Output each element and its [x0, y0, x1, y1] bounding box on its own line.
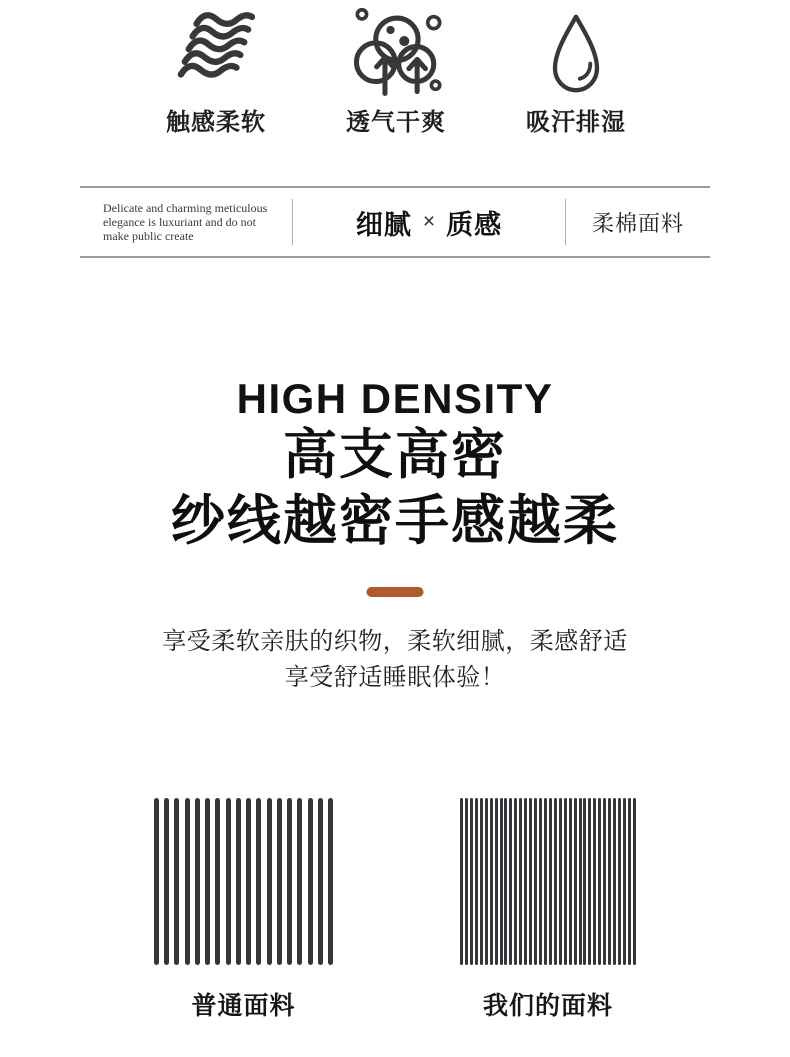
density-stripe — [579, 798, 582, 965]
center-word-right: 质感 — [446, 209, 503, 240]
density-stripe — [215, 798, 220, 965]
density-stripe — [185, 798, 190, 965]
density-stripe — [574, 798, 577, 965]
density-stripe — [598, 798, 601, 965]
density-stripe — [593, 798, 596, 965]
density-stripe — [504, 798, 507, 965]
density-stripe — [475, 798, 478, 965]
description-line2: 享受舒适睡眠体验！ — [284, 664, 506, 691]
breathable-bubbles-icon — [348, 8, 444, 98]
density-stripe — [554, 798, 557, 965]
density-stripe — [608, 798, 611, 965]
density-stripe — [623, 798, 626, 965]
density-stripe — [529, 798, 532, 965]
density-stripe — [205, 798, 210, 965]
density-stripe — [519, 798, 522, 965]
density-stripe — [603, 798, 606, 965]
density-stripe — [174, 798, 179, 965]
water-drop-icon — [547, 8, 605, 98]
feature-moisture-wicking — [498, 8, 654, 137]
density-stripe — [534, 798, 537, 965]
english-note: Delicate and charming meticulous elegance is luxuriant and do not make public create — [103, 201, 268, 243]
density-stripe — [524, 798, 527, 965]
density-stripe — [559, 798, 562, 965]
density-stripe — [485, 798, 488, 965]
density-stripe — [236, 798, 241, 965]
density-stripe — [465, 798, 468, 965]
panel-label-ordinary: 普通面料 — [191, 992, 296, 1020]
density-stripe — [308, 798, 313, 965]
feature-row — [138, 8, 654, 137]
feature-label: 吸汗排湿 — [526, 109, 626, 136]
feature-label: 触感柔软 — [166, 109, 266, 136]
density-stripe — [549, 798, 552, 965]
fabric-waves-icon — [177, 8, 255, 98]
band-right-cell — [566, 188, 710, 256]
density-stripe — [569, 798, 572, 965]
density-stripe — [318, 798, 323, 965]
density-stripe — [267, 798, 272, 965]
fabric-density-panel-ordinary — [154, 798, 333, 965]
density-stripe — [287, 798, 292, 965]
density-stripe — [256, 798, 261, 965]
band-center-cell — [293, 188, 565, 256]
feature-breathable — [318, 8, 474, 137]
density-stripe — [154, 798, 159, 965]
density-stripe — [583, 798, 586, 965]
density-stripe — [297, 798, 302, 965]
density-stripe — [470, 798, 473, 965]
density-stripe — [480, 798, 483, 965]
density-stripe — [514, 798, 517, 965]
density-stripe — [490, 798, 493, 965]
headline-line2: 纱线越密手感越柔 — [171, 491, 619, 551]
headline-english: HIGH DENSITY — [236, 375, 554, 422]
description-block — [0, 624, 790, 696]
density-stripe — [544, 798, 547, 965]
density-stripe — [500, 798, 503, 965]
divider-band — [80, 186, 710, 258]
density-stripe — [564, 798, 567, 965]
density-stripe — [226, 798, 231, 965]
accent-divider — [367, 587, 424, 597]
panel-label-ours: 我们的面料 — [482, 992, 613, 1020]
description-line1: 享受柔软亲肤的织物，柔软细腻，柔感舒适 — [162, 628, 628, 655]
density-stripe — [164, 798, 169, 965]
multiply-separator: × — [422, 210, 436, 233]
band-english-cell — [80, 188, 292, 256]
density-stripe — [277, 798, 282, 965]
density-stripe — [613, 798, 616, 965]
density-stripe — [588, 798, 591, 965]
headline-line1: 高支高密 — [283, 425, 507, 485]
headline-block — [0, 376, 790, 554]
fabric-density-panel-ours — [460, 798, 636, 965]
center-word-left: 细腻 — [355, 209, 412, 240]
density-stripe — [495, 798, 498, 965]
density-stripe — [509, 798, 512, 965]
density-stripe — [195, 798, 200, 965]
density-stripe — [628, 798, 631, 965]
feature-soft-touch — [138, 8, 294, 137]
density-stripe — [328, 798, 333, 965]
density-stripe — [539, 798, 542, 965]
fabric-type-label: 柔棉面料 — [591, 210, 684, 236]
feature-label: 透气干爽 — [346, 109, 446, 136]
density-stripe — [246, 798, 251, 965]
density-stripe — [618, 798, 621, 965]
density-stripe — [460, 798, 463, 965]
density-stripe — [633, 798, 636, 965]
